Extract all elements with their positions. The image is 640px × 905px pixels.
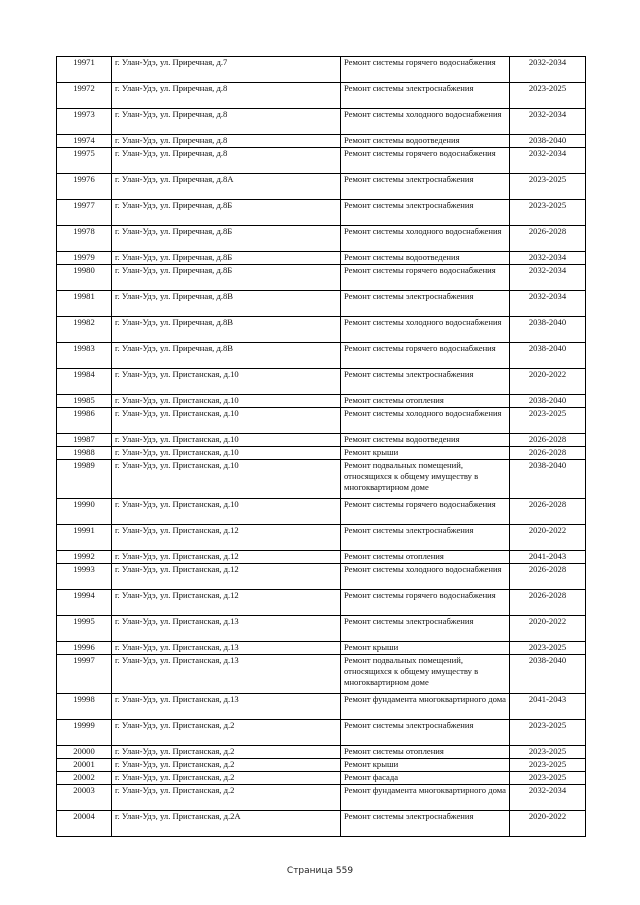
row-address: г. Улан-Удэ, ул. Пристанская, д.10: [112, 408, 341, 434]
row-work-type: Ремонт системы водоотведения: [341, 135, 510, 148]
row-work-type: Ремонт системы электроснабжения: [341, 811, 510, 837]
row-address: г. Улан-Удэ, ул. Приречная, д.7: [112, 57, 341, 83]
table-row: [57, 499, 586, 525]
row-period: 2023-2025: [510, 720, 586, 746]
row-number: 20000: [57, 746, 112, 759]
row-work-type: Ремонт подвальных помещений, относящихся к общему имуществу в многоквартирном доме: [341, 460, 510, 499]
row-number: 19974: [57, 135, 112, 148]
row-period: 2020-2022: [510, 616, 586, 642]
row-address: г. Улан-Удэ, ул. Приречная, д.8: [112, 135, 341, 148]
table-row: [57, 460, 586, 499]
table-row: [57, 317, 586, 343]
row-address: г. Улан-Удэ, ул. Пристанская, д.10: [112, 434, 341, 447]
row-address: г. Улан-Удэ, ул. Пристанская, д.2: [112, 785, 341, 811]
row-address: г. Улан-Удэ, ул. Пристанская, д.12: [112, 525, 341, 551]
row-period: 2020-2022: [510, 525, 586, 551]
row-period: 2026-2028: [510, 590, 586, 616]
table-row: [57, 369, 586, 395]
row-number: 19975: [57, 148, 112, 174]
row-number: 19990: [57, 499, 112, 525]
table-row: [57, 135, 586, 148]
table-row: [57, 616, 586, 642]
table-row: [57, 811, 586, 837]
table-row: [57, 200, 586, 226]
row-number: 19972: [57, 83, 112, 109]
table-row: [57, 252, 586, 265]
row-address: г. Улан-Удэ, ул. Приречная, д.8Б: [112, 200, 341, 226]
row-number: 19992: [57, 551, 112, 564]
table-row: [57, 551, 586, 564]
table-row: [57, 83, 586, 109]
table-row: [57, 642, 586, 655]
row-work-type: Ремонт системы горячего водоснабжения: [341, 499, 510, 525]
row-work-type: Ремонт системы водоотведения: [341, 252, 510, 265]
row-period: 2026-2028: [510, 564, 586, 590]
row-number: 19987: [57, 434, 112, 447]
repair-schedule-table: [56, 56, 586, 837]
row-work-type: Ремонт системы горячего водоснабжения: [341, 148, 510, 174]
row-address: г. Улан-Удэ, ул. Приречная, д.8А: [112, 174, 341, 200]
row-period: 2038-2040: [510, 343, 586, 369]
row-address: г. Улан-Удэ, ул. Пристанская, д.13: [112, 642, 341, 655]
table-body: [57, 57, 586, 837]
table-row: [57, 447, 586, 460]
row-work-type: Ремонт системы холодного водоснабжения: [341, 226, 510, 252]
row-period: 2020-2022: [510, 369, 586, 395]
table-row: [57, 759, 586, 772]
row-number: 19978: [57, 226, 112, 252]
table-row: [57, 590, 586, 616]
row-period: 2032-2034: [510, 57, 586, 83]
row-address: г. Улан-Удэ, ул. Приречная, д.8Б: [112, 265, 341, 291]
row-number: 20003: [57, 785, 112, 811]
table-row: [57, 109, 586, 135]
row-address: г. Улан-Удэ, ул. Пристанская, д.13: [112, 655, 341, 694]
row-period: 2032-2034: [510, 109, 586, 135]
table-row: [57, 226, 586, 252]
row-work-type: Ремонт системы электроснабжения: [341, 83, 510, 109]
row-work-type: Ремонт системы электроснабжения: [341, 200, 510, 226]
row-number: 19997: [57, 655, 112, 694]
row-period: 2023-2025: [510, 83, 586, 109]
row-number: 19973: [57, 109, 112, 135]
row-number: 19980: [57, 265, 112, 291]
row-work-type: Ремонт крыши: [341, 642, 510, 655]
row-work-type: Ремонт фасада: [341, 772, 510, 785]
row-address: г. Улан-Удэ, ул. Приречная, д.8В: [112, 343, 341, 369]
table-row: [57, 174, 586, 200]
row-period: 2038-2040: [510, 317, 586, 343]
row-work-type: Ремонт системы электроснабжения: [341, 525, 510, 551]
row-period: 2038-2040: [510, 460, 586, 499]
row-period: 2026-2028: [510, 499, 586, 525]
row-period: 2020-2022: [510, 811, 586, 837]
row-period: 2023-2025: [510, 759, 586, 772]
table-row: [57, 57, 586, 83]
row-period: 2023-2025: [510, 772, 586, 785]
page-number: Страница 559: [286, 866, 354, 876]
row-work-type: Ремонт системы горячего водоснабжения: [341, 343, 510, 369]
row-number: 19982: [57, 317, 112, 343]
row-address: г. Улан-Удэ, ул. Пристанская, д.10: [112, 499, 341, 525]
row-number: 19989: [57, 460, 112, 499]
row-address: г. Улан-Удэ, ул. Пристанская, д.12: [112, 564, 341, 590]
row-address: г. Улан-Удэ, ул. Пристанская, д.10: [112, 369, 341, 395]
row-number: 19996: [57, 642, 112, 655]
row-address: г. Улан-Удэ, ул. Приречная, д.8: [112, 148, 341, 174]
row-period: 2023-2025: [510, 408, 586, 434]
row-address: г. Улан-Удэ, ул. Приречная, д.8Б: [112, 226, 341, 252]
row-number: 19994: [57, 590, 112, 616]
row-period: 2032-2034: [510, 265, 586, 291]
row-work-type: Ремонт крыши: [341, 759, 510, 772]
row-address: г. Улан-Удэ, ул. Пристанская, д.12: [112, 551, 341, 564]
table-row: [57, 564, 586, 590]
row-address: г. Улан-Удэ, ул. Приречная, д.8В: [112, 291, 341, 317]
row-number: 19977: [57, 200, 112, 226]
row-period: 2026-2028: [510, 434, 586, 447]
table-row: [57, 785, 586, 811]
row-work-type: Ремонт крыши: [341, 447, 510, 460]
row-address: г. Улан-Удэ, ул. Приречная, д.8В: [112, 317, 341, 343]
row-work-type: Ремонт системы холодного водоснабжения: [341, 564, 510, 590]
row-address: г. Улан-Удэ, ул. Пристанская, д.13: [112, 694, 341, 720]
table-row: [57, 434, 586, 447]
row-period: 2038-2040: [510, 655, 586, 694]
row-address: г. Улан-Удэ, ул. Пристанская, д.2: [112, 772, 341, 785]
row-work-type: Ремонт системы отопления: [341, 746, 510, 759]
table-row: [57, 655, 586, 694]
row-work-type: Ремонт системы отопления: [341, 551, 510, 564]
row-number: 19993: [57, 564, 112, 590]
row-number: 20002: [57, 772, 112, 785]
table-row: [57, 291, 586, 317]
table-row: [57, 694, 586, 720]
row-address: г. Улан-Удэ, ул. Приречная, д.8: [112, 83, 341, 109]
row-work-type: Ремонт системы холодного водоснабжения: [341, 317, 510, 343]
row-number: 19986: [57, 408, 112, 434]
row-work-type: Ремонт системы отопления: [341, 395, 510, 408]
row-work-type: Ремонт системы водоотведения: [341, 434, 510, 447]
row-number: 19971: [57, 57, 112, 83]
row-address: г. Улан-Удэ, ул. Пристанская, д.12: [112, 590, 341, 616]
row-work-type: Ремонт подвальных помещений, относящихся к общему имуществу в многоквартирном доме: [341, 655, 510, 694]
row-number: 19998: [57, 694, 112, 720]
row-work-type: Ремонт системы электроснабжения: [341, 369, 510, 395]
row-number: 20001: [57, 759, 112, 772]
row-number: 19976: [57, 174, 112, 200]
row-work-type: Ремонт фундамента многоквартирного дома: [341, 785, 510, 811]
row-number: 19995: [57, 616, 112, 642]
row-number: 19981: [57, 291, 112, 317]
row-number: 19999: [57, 720, 112, 746]
row-work-type: Ремонт системы электроснабжения: [341, 174, 510, 200]
row-work-type: Ремонт системы холодного водоснабжения: [341, 109, 510, 135]
row-work-type: Ремонт системы холодного водоснабжения: [341, 408, 510, 434]
row-address: г. Улан-Удэ, ул. Пристанская, д.2: [112, 746, 341, 759]
row-number: 19984: [57, 369, 112, 395]
row-period: 2023-2025: [510, 200, 586, 226]
row-period: 2032-2034: [510, 291, 586, 317]
row-address: г. Улан-Удэ, ул. Пристанская, д.10: [112, 395, 341, 408]
row-address: г. Улан-Удэ, ул. Пристанская, д.2А: [112, 811, 341, 837]
row-address: г. Улан-Удэ, ул. Приречная, д.8: [112, 109, 341, 135]
row-number: 20004: [57, 811, 112, 837]
table-row: [57, 343, 586, 369]
row-number: 19983: [57, 343, 112, 369]
table-row: [57, 148, 586, 174]
row-period: 2026-2028: [510, 447, 586, 460]
table-row: [57, 720, 586, 746]
row-address: г. Улан-Удэ, ул. Пристанская, д.10: [112, 447, 341, 460]
row-number: 19985: [57, 395, 112, 408]
row-period: 2032-2034: [510, 252, 586, 265]
row-work-type: Ремонт системы электроснабжения: [341, 291, 510, 317]
row-period: 2041-2043: [510, 551, 586, 564]
row-period: 2038-2040: [510, 135, 586, 148]
row-work-type: Ремонт системы горячего водоснабжения: [341, 590, 510, 616]
row-period: 2026-2028: [510, 226, 586, 252]
table-row: [57, 525, 586, 551]
row-work-type: Ремонт системы электроснабжения: [341, 720, 510, 746]
row-work-type: Ремонт фундамента многоквартирного дома: [341, 694, 510, 720]
row-address: г. Улан-Удэ, ул. Приречная, д.8Б: [112, 252, 341, 265]
row-period: 2032-2034: [510, 785, 586, 811]
row-address: г. Улан-Удэ, ул. Пристанская, д.13: [112, 616, 341, 642]
row-period: 2038-2040: [510, 395, 586, 408]
table-row: [57, 395, 586, 408]
table-row: [57, 408, 586, 434]
row-period: 2032-2034: [510, 148, 586, 174]
row-work-type: Ремонт системы горячего водоснабжения: [341, 265, 510, 291]
row-number: 19979: [57, 252, 112, 265]
row-period: 2023-2025: [510, 746, 586, 759]
row-work-type: Ремонт системы горячего водоснабжения: [341, 57, 510, 83]
row-number: 19988: [57, 447, 112, 460]
table-row: [57, 746, 586, 759]
row-address: г. Улан-Удэ, ул. Пристанская, д.2: [112, 720, 341, 746]
row-address: г. Улан-Удэ, ул. Пристанская, д.2: [112, 759, 341, 772]
table-row: [57, 772, 586, 785]
row-period: 2023-2025: [510, 174, 586, 200]
table-row: [57, 265, 586, 291]
row-period: 2041-2043: [510, 694, 586, 720]
row-number: 19991: [57, 525, 112, 551]
row-work-type: Ремонт системы электроснабжения: [341, 616, 510, 642]
row-address: г. Улан-Удэ, ул. Пристанская, д.10: [112, 460, 341, 499]
row-period: 2023-2025: [510, 642, 586, 655]
